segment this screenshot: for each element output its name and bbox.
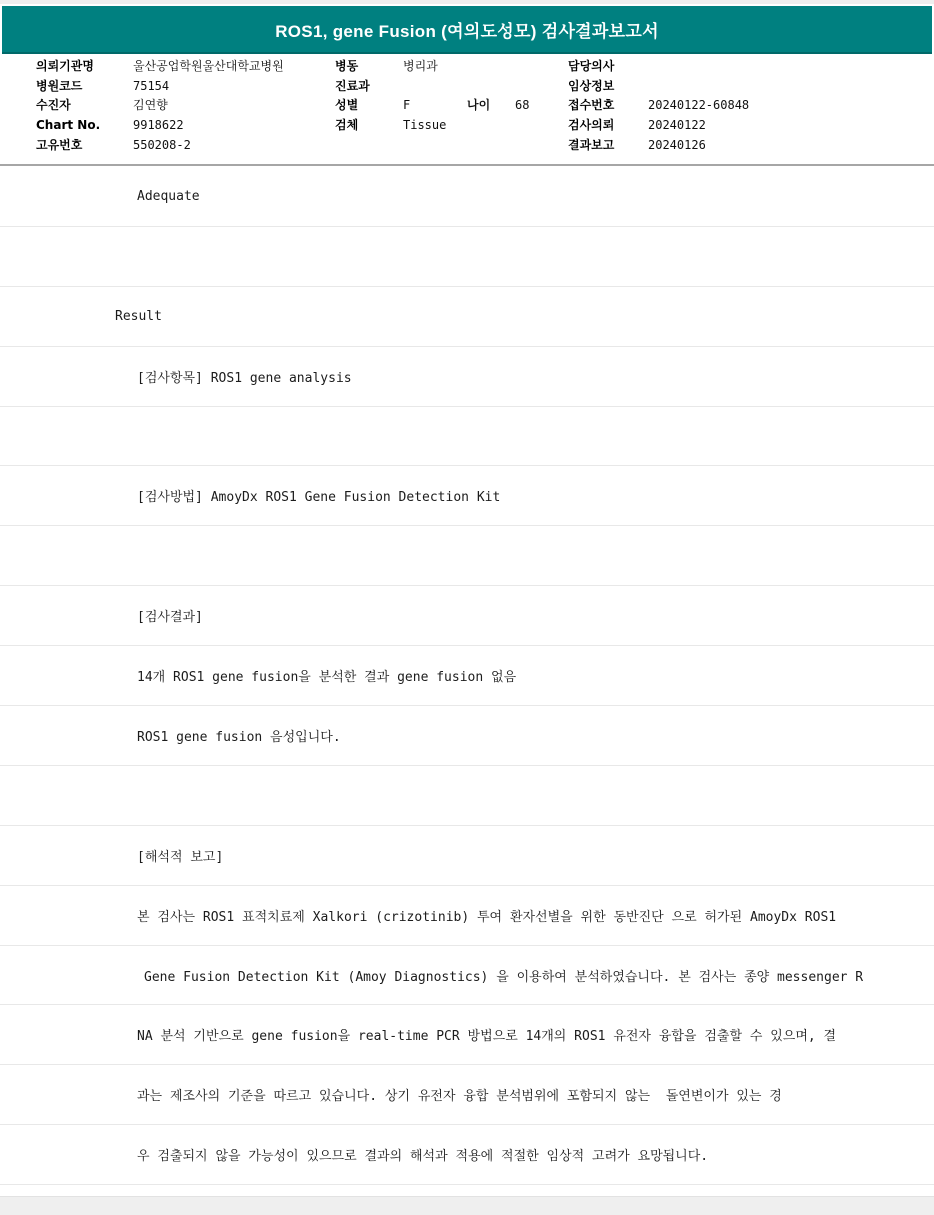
info-row bbox=[568, 57, 749, 77]
report-body-rows bbox=[0, 167, 934, 1185]
info-row bbox=[36, 96, 284, 116]
report-row bbox=[0, 826, 934, 886]
report-row bbox=[0, 586, 934, 646]
report-row bbox=[0, 347, 934, 407]
report-row-text: 과는 제조사의 기준을 따르고 있습니다. 상기 유전자 융합 분석범위에 포함되지 않는 돌연변이가 있는 경 bbox=[137, 1089, 782, 1105]
info-label: 성별 bbox=[335, 98, 359, 113]
info-label: 담당의사 bbox=[568, 59, 615, 73]
top-strip bbox=[0, 0, 934, 5]
report-row bbox=[0, 287, 934, 347]
info-row bbox=[36, 57, 284, 77]
report-row-text: [해석적 보고] bbox=[137, 849, 224, 865]
report-row-text: [검사결과] bbox=[137, 610, 203, 626]
report-row-text: [검사항목] ROS1 gene analysis bbox=[137, 370, 352, 386]
report-row-text: [검사방법] AmoyDx ROS1 Gene Fusion Detection Kit bbox=[137, 490, 501, 506]
info-value: 울산공업학원울산대학교병원 bbox=[133, 59, 284, 73]
info-label: 접수번호 bbox=[568, 98, 615, 113]
report-row bbox=[0, 1065, 934, 1125]
report-row-text: 우 검출되지 않을 가능성이 있으므로 결과의 해석과 적용에 적절한 임상적 고려가 요망됩니다. bbox=[137, 1149, 709, 1165]
info-value: 20240126 bbox=[648, 137, 706, 152]
info-label: 수진자 bbox=[36, 98, 71, 113]
report-title-bar bbox=[2, 6, 932, 54]
patient-info-right-column bbox=[568, 57, 749, 155]
info-value: 550208-2 bbox=[133, 137, 191, 152]
info-value: 20240122-60848 bbox=[648, 98, 750, 113]
patient-info-left-column bbox=[36, 57, 284, 155]
report-row bbox=[0, 1125, 934, 1185]
info-label: 병원코드 bbox=[36, 78, 83, 93]
info-label: 임상정보 bbox=[568, 78, 615, 93]
info-row bbox=[36, 136, 284, 156]
info-label: 고유번호 bbox=[36, 137, 83, 152]
report-row-text: Result bbox=[115, 308, 162, 324]
report-row-text: NA 분석 기반으로 gene fusion을 real-time PCR 방법으로 14개의 ROS1 유전자 융합을 검출할 수 있으며, 결 bbox=[137, 1029, 837, 1045]
info-row bbox=[335, 77, 529, 97]
report-row bbox=[0, 526, 934, 586]
report-row-text: Adequate bbox=[137, 188, 200, 204]
page-title: ROS1, gene Fusion (여의도성모) 검사결과보고서 bbox=[275, 21, 659, 41]
info-row bbox=[36, 77, 284, 97]
report-row bbox=[0, 706, 934, 766]
info-value: 20240122 bbox=[648, 118, 706, 133]
info-label: 검체 bbox=[335, 118, 359, 133]
report-row bbox=[0, 167, 934, 227]
patient-info-middle-column bbox=[335, 57, 529, 136]
footer-bar bbox=[0, 1196, 934, 1215]
report-row bbox=[0, 886, 934, 946]
report-row bbox=[0, 227, 934, 287]
info-row bbox=[568, 96, 749, 116]
info-label: 검사의뢰 bbox=[568, 118, 615, 133]
info-row bbox=[36, 116, 284, 136]
report-row-text: 14개 ROS1 gene fusion을 분석한 결과 gene fusion 없음 bbox=[137, 670, 517, 686]
report-row-text: 본 검사는 ROS1 표적치료제 Xalkori (crizotinib) 투여 환자선별을 위한 동반진단 으로 허가된 AmoyDx ROS1 bbox=[137, 909, 837, 925]
info-label: 진료과 bbox=[335, 78, 370, 93]
section-divider bbox=[0, 164, 934, 166]
info-row bbox=[335, 116, 529, 136]
info-row bbox=[568, 77, 749, 97]
report-row bbox=[0, 407, 934, 467]
info-label: Chart No. bbox=[36, 118, 101, 133]
info-value: F bbox=[403, 98, 411, 113]
info-label: 결과보고 bbox=[568, 137, 615, 152]
info-row bbox=[335, 96, 529, 116]
report-row bbox=[0, 946, 934, 1006]
report-row bbox=[0, 766, 934, 826]
info-row bbox=[568, 136, 749, 156]
info-extra-label: 나이 bbox=[467, 98, 491, 113]
info-extra-value: 68 bbox=[515, 98, 530, 113]
report-row bbox=[0, 1005, 934, 1065]
info-value: 75154 bbox=[133, 78, 170, 93]
report-row bbox=[0, 466, 934, 526]
info-label: 병동 bbox=[335, 59, 359, 73]
info-row bbox=[335, 57, 529, 77]
info-value: 9918622 bbox=[133, 118, 184, 133]
report-row-text: Gene Fusion Detection Kit (Amoy Diagnostics) 을 이용하여 분석하였습니다. 본 검사는 종양 messenger R bbox=[144, 969, 864, 985]
report-row-text: ROS1 gene fusion 음성입니다. bbox=[137, 729, 341, 745]
info-row bbox=[568, 116, 749, 136]
info-value: 병리과 bbox=[403, 59, 438, 73]
info-value: Tissue bbox=[403, 118, 447, 133]
report-row bbox=[0, 646, 934, 706]
info-label: 의뢰기관명 bbox=[36, 59, 94, 73]
info-value: 김연향 bbox=[133, 98, 168, 113]
